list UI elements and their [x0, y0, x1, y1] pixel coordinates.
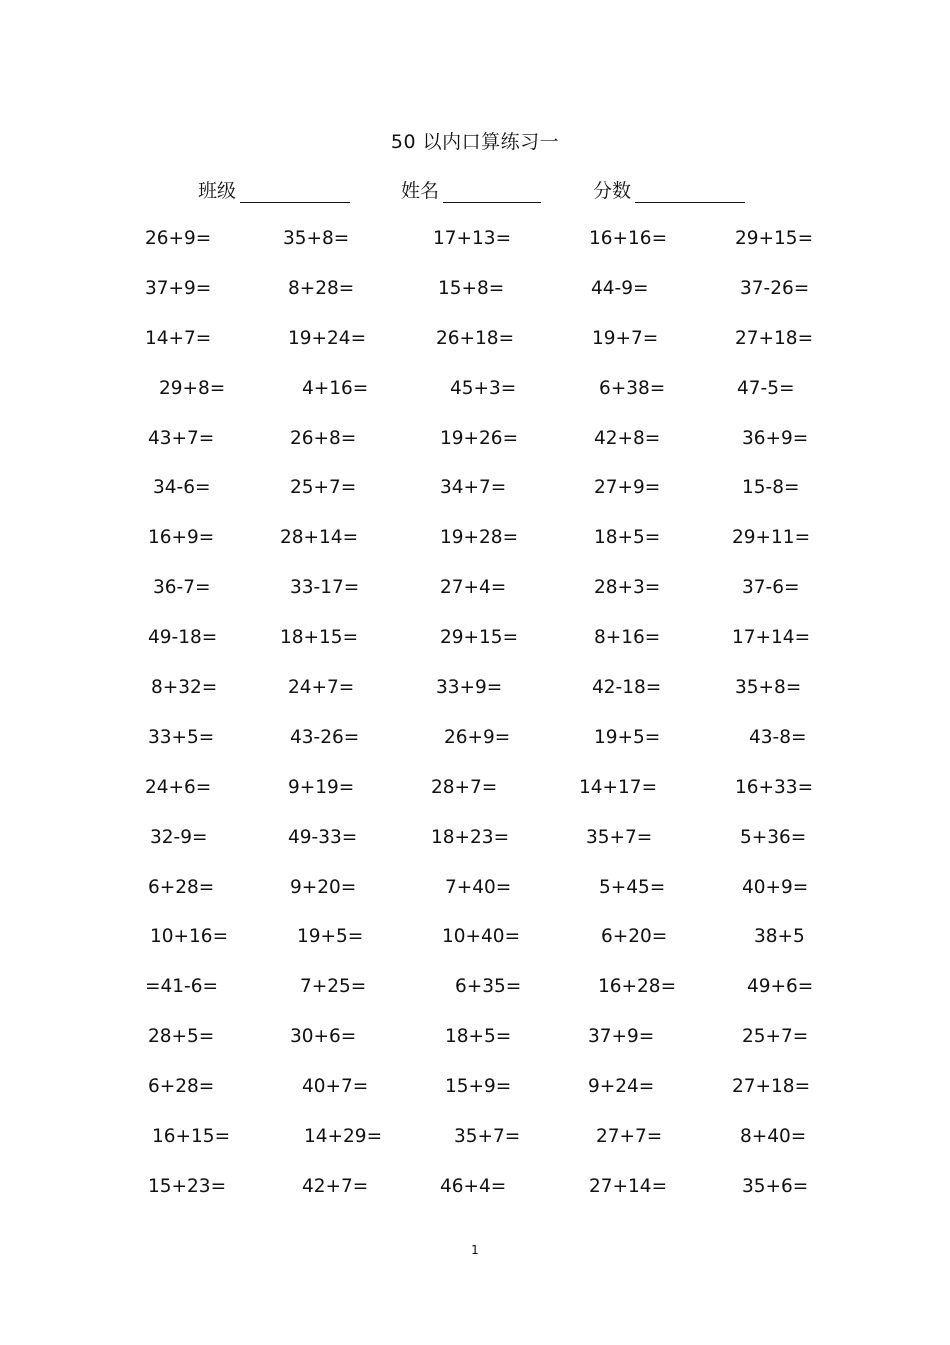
problem-row: [0, 1176, 950, 1226]
problem-item: 34-6=: [153, 477, 211, 499]
problem-row: [0, 677, 950, 727]
problem-item: 33+9=: [436, 677, 503, 699]
problem-item: 14+29=: [304, 1126, 383, 1148]
problem-row: [0, 777, 950, 827]
problem-item: 47-5=: [737, 377, 795, 399]
problem-item: 27+4=: [440, 577, 507, 599]
name-blank-line[interactable]: [443, 178, 541, 203]
problem-item: 16+15=: [152, 1126, 231, 1148]
problem-item: 43-8=: [749, 726, 807, 748]
problem-item: 42+8=: [594, 427, 661, 449]
problem-row: [0, 926, 950, 976]
problem-item: 14+7=: [145, 327, 212, 349]
problem-item: 5+36=: [740, 826, 807, 848]
problem-item: 26+8=: [290, 427, 357, 449]
problem-item: 19+5=: [297, 926, 364, 948]
problem-item: 17+14=: [732, 627, 811, 649]
problem-item: 26+18=: [436, 327, 515, 349]
score-field[interactable]: [593, 176, 745, 203]
problem-item: 45+3=: [450, 377, 517, 399]
problem-item: 6+35=: [455, 976, 522, 998]
problem-row: [0, 1026, 950, 1076]
problem-item: 26+9=: [145, 228, 212, 249]
problem-item: 43+7=: [148, 427, 215, 449]
problem-item: 37+9=: [588, 1026, 655, 1048]
problem-item: 49-33=: [288, 826, 358, 848]
problem-row: [0, 527, 950, 577]
problem-item: 6+38=: [599, 377, 666, 399]
problem-item: 15-8=: [742, 477, 800, 499]
problem-row: [0, 1076, 950, 1126]
problem-row: [0, 378, 950, 428]
problem-item: 36-7=: [153, 577, 211, 599]
problem-item: 18+15=: [280, 627, 359, 649]
problem-item: 32-9=: [150, 826, 208, 848]
problem-item: 15+23=: [148, 1175, 227, 1197]
problem-item: 18+5=: [445, 1026, 512, 1048]
problem-row: [0, 278, 950, 328]
problem-item: 44-9=: [591, 277, 649, 299]
problem-item: 16+16=: [589, 228, 668, 249]
problem-item: 18+5=: [594, 527, 661, 549]
page-number: 1: [471, 1243, 479, 1257]
problem-row: [0, 627, 950, 677]
problem-row: [0, 428, 950, 478]
problem-item: 27+18=: [732, 1076, 811, 1098]
page-title: 50 以内口算练习一: [390, 131, 560, 153]
problem-item: 29+11=: [732, 527, 811, 549]
problem-item: 9+24=: [588, 1076, 655, 1098]
problem-item: 35+7=: [454, 1126, 521, 1148]
problem-item: 42+7=: [302, 1175, 369, 1197]
problem-item: 5+45=: [599, 876, 666, 898]
problem-item: 19+5=: [594, 726, 661, 748]
problem-row: [0, 577, 950, 627]
problem-item: 8+16=: [594, 627, 661, 649]
problem-item: 9+19=: [288, 776, 355, 798]
problem-item: 9+20=: [290, 876, 357, 898]
problem-row: [0, 328, 950, 378]
problem-item: 43-26=: [290, 726, 360, 748]
problem-item: 24+6=: [145, 776, 212, 798]
problem-item: 38+5: [754, 926, 805, 948]
problem-item: 49+6=: [747, 976, 814, 998]
class-label: 班级: [198, 180, 237, 202]
problem-row: [0, 477, 950, 527]
name-field[interactable]: [401, 176, 541, 203]
problem-item: 19+7=: [592, 327, 659, 349]
problem-item: 35+8=: [735, 677, 802, 699]
problem-item: 17+13=: [433, 228, 512, 249]
problem-item: 7+25=: [300, 976, 367, 998]
problem-row: [0, 877, 950, 927]
problem-item: =41-6=: [145, 976, 218, 998]
problem-item: 29+8=: [159, 377, 226, 399]
problem-item: 25+7=: [290, 477, 357, 499]
score-blank-line[interactable]: [635, 178, 745, 203]
problem-item: 6+28=: [148, 1076, 215, 1098]
problem-item: 4+16=: [302, 377, 369, 399]
problem-item: 18+23=: [431, 826, 510, 848]
problem-item: 29+15=: [440, 627, 519, 649]
problem-item: 28+7=: [431, 776, 498, 798]
problem-item: 6+20=: [601, 926, 668, 948]
problem-item: 46+4=: [440, 1175, 507, 1197]
problem-item: 35+6=: [742, 1175, 809, 1197]
problem-item: 19+24=: [288, 327, 367, 349]
problem-row: [0, 727, 950, 777]
problem-item: 35+7=: [586, 826, 653, 848]
problem-item: 28+3=: [594, 577, 661, 599]
problem-item: 34+7=: [440, 477, 507, 499]
problem-row: [0, 827, 950, 877]
problem-item: 19+28=: [440, 527, 519, 549]
problem-item: 7+40=: [445, 876, 512, 898]
problem-item: 30+6=: [290, 1026, 357, 1048]
problem-item: 36+9=: [742, 427, 809, 449]
problem-item: 27+9=: [594, 477, 661, 499]
class-blank-line[interactable]: [240, 178, 350, 203]
problem-item: 29+15=: [735, 228, 814, 249]
problem-item: 33+5=: [148, 726, 215, 748]
problem-item: 15+9=: [445, 1076, 512, 1098]
problem-item: 10+16=: [150, 926, 229, 948]
problem-item: 27+18=: [735, 327, 814, 349]
problem-item: 40+7=: [302, 1076, 369, 1098]
problem-item: 37+9=: [145, 277, 212, 299]
problem-item: 24+7=: [288, 677, 355, 699]
problem-item: 27+14=: [589, 1175, 668, 1197]
name-label: 姓名: [401, 180, 440, 202]
problem-item: 16+9=: [148, 527, 215, 549]
problem-item: 40+9=: [742, 876, 809, 898]
problem-item: 8+40=: [740, 1126, 807, 1148]
problem-item: 37-26=: [740, 277, 810, 299]
problem-item: 19+26=: [440, 427, 519, 449]
problem-item: 26+9=: [444, 726, 511, 748]
problem-item: 6+28=: [148, 876, 215, 898]
problem-item: 25+7=: [742, 1026, 809, 1048]
problem-item: 10+40=: [442, 926, 521, 948]
problem-item: 35+8=: [283, 228, 350, 249]
score-label: 分数: [593, 180, 632, 202]
class-field[interactable]: [198, 176, 350, 203]
problem-item: 15+8=: [438, 277, 505, 299]
problem-row: [0, 1126, 950, 1176]
problem-item: 16+33=: [735, 776, 814, 798]
problem-item: 37-6=: [742, 577, 800, 599]
problem-item: 49-18=: [148, 627, 218, 649]
problem-item: 28+14=: [280, 527, 359, 549]
problem-row: [0, 976, 950, 1026]
problem-item: 8+32=: [151, 677, 218, 699]
problem-row: [0, 228, 950, 278]
problem-grid: [0, 228, 950, 1226]
problem-item: 33-17=: [290, 577, 360, 599]
problem-item: 42-18=: [592, 677, 662, 699]
problem-item: 27+7=: [596, 1126, 663, 1148]
problem-item: 8+28=: [288, 277, 355, 299]
problem-item: 28+5=: [148, 1026, 215, 1048]
problem-item: 14+17=: [579, 776, 658, 798]
problem-item: 16+28=: [598, 976, 677, 998]
